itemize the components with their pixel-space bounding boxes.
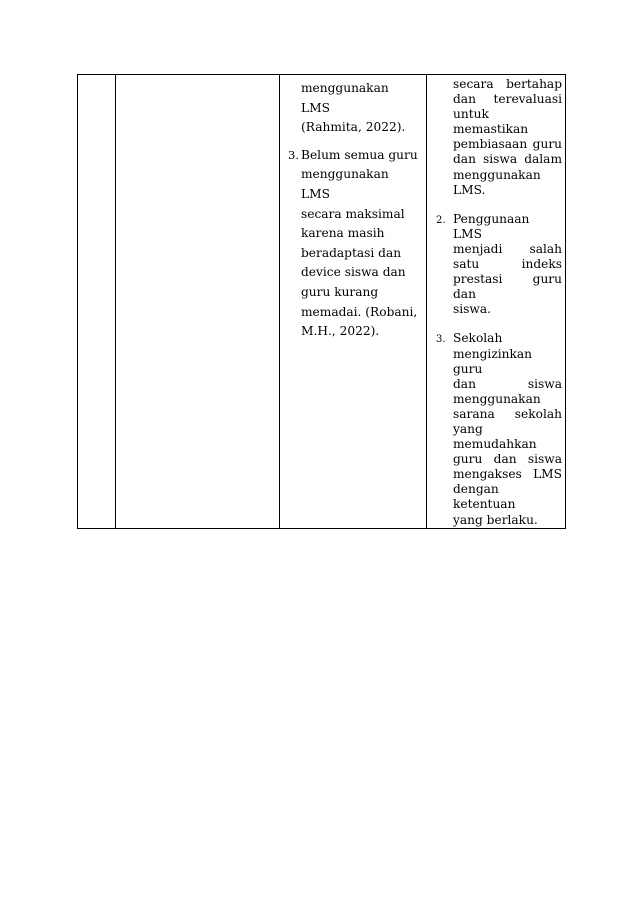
table-row [78, 75, 566, 529]
obstacle-continuation: menggunakan LMS (Rahmita, 2022). [301, 81, 406, 135]
list-number: 3. [288, 147, 299, 162]
obstacle-item-3: 3. Belum semua guru menggunakan LMS secara maksimal karena masih beradaptasi dan device siswa dan guru kurang memadai. (Robani, M.H., 2022). [288, 147, 418, 339]
solution-item-3: 3. Sekolah mengizinkan guru dan siswa menggunakan sarana sekolah yang memudahkan guru dan siswa mengakses LMS dengan ketentuan yang berlaku. [436, 331, 562, 527]
table-cell-solutions [427, 75, 566, 529]
table-cell-aspect [116, 75, 280, 529]
solution-continuation: secara bertahap dan terevaluasi untuk memastikan pembiasaan guru dan siswa dalam menggunakan LMS. [453, 77, 562, 197]
solution-item-2: 2. Penggunaan LMS menjadi salah satu indeks prestasi guru dan siswa. [436, 211, 562, 317]
table-cell-number [78, 75, 116, 529]
table-cell-obstacles [280, 75, 427, 529]
list-number: 2. [436, 214, 446, 226]
list-number: 3. [436, 334, 446, 346]
content-table [77, 74, 566, 529]
